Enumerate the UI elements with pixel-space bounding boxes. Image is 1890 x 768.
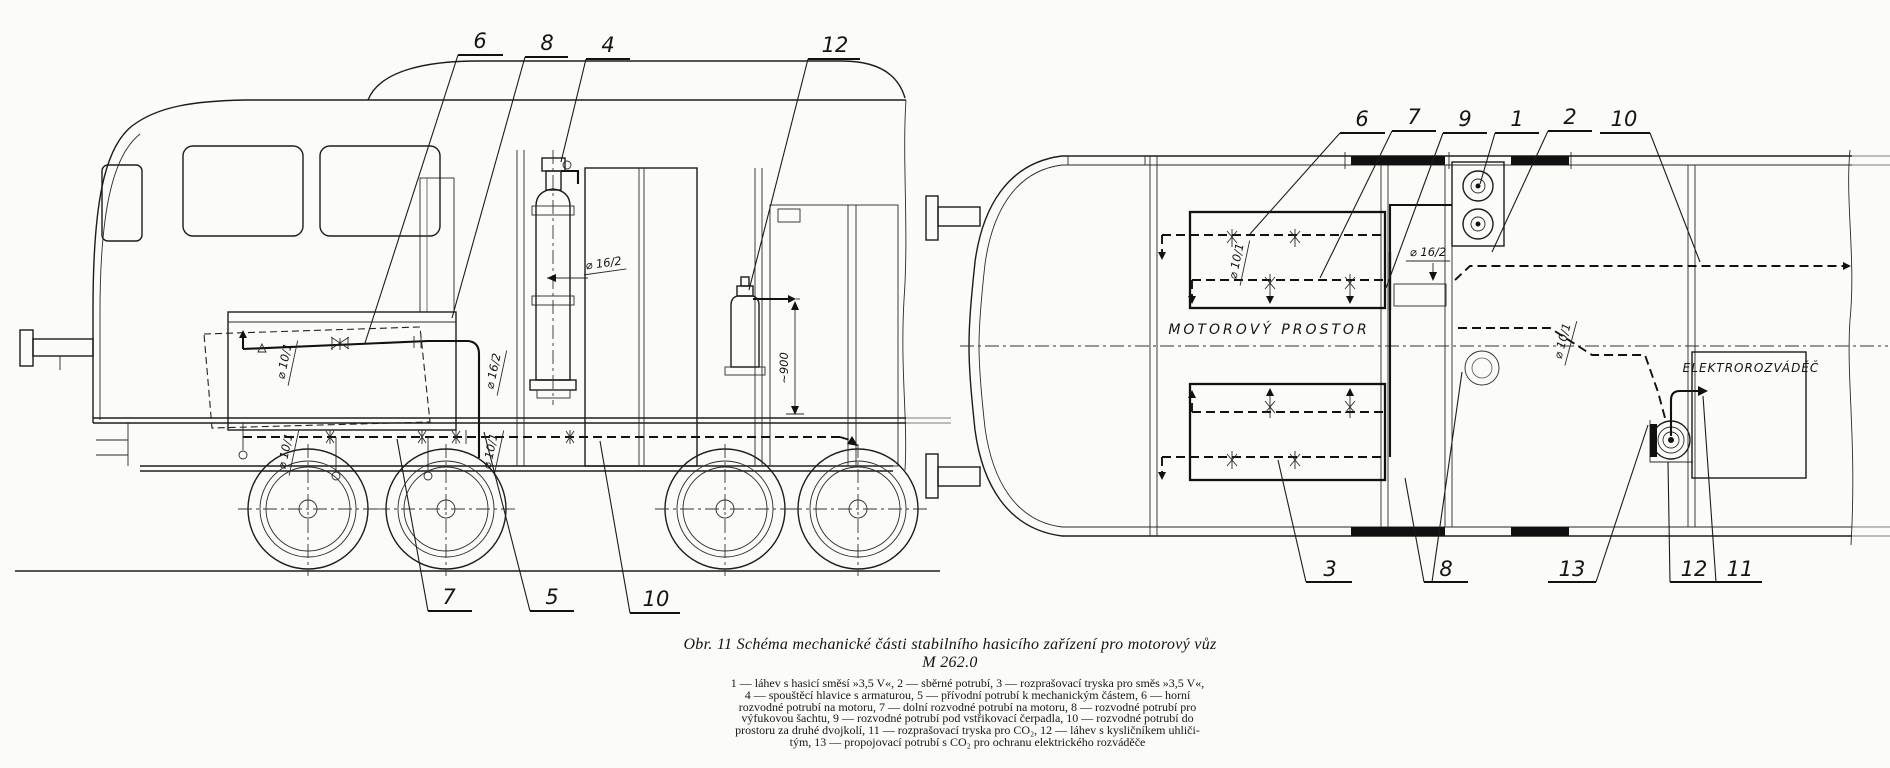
side-view-body-outline bbox=[15, 61, 951, 571]
exhaust-shaft bbox=[420, 178, 454, 312]
engine-block bbox=[204, 312, 456, 430]
svg-text:⌀ 10/1: ⌀ 10/1 bbox=[1550, 321, 1574, 361]
callout-4 bbox=[561, 33, 630, 162]
callout-13t bbox=[1548, 425, 1648, 582]
top-view-body-outline bbox=[960, 150, 1890, 545]
exhaust-shaft-opening bbox=[1465, 351, 1499, 385]
svg-text:⌀ 10/1: ⌀ 10/1 bbox=[273, 341, 295, 381]
top-view-diagram bbox=[926, 105, 1890, 582]
engine-room-label: MOTOROVÝ PROSTOR bbox=[1168, 322, 1370, 338]
svg-text:1: 1 bbox=[1510, 107, 1524, 131]
caption-line-2: M 262.0 bbox=[922, 654, 978, 671]
side-windows bbox=[102, 146, 440, 241]
wheel bbox=[238, 444, 378, 576]
electrical-cabinet bbox=[1683, 352, 1820, 478]
svg-text:10: 10 bbox=[1610, 107, 1638, 131]
legend-line: tým, 13 — propojovací potrubí s CO₂ pro ochranu elektrického rozváděče bbox=[789, 734, 1146, 749]
dimension-top-pipe bbox=[1224, 237, 1249, 285]
svg-text:3: 3 bbox=[1323, 557, 1337, 581]
dimension-feed-pipe-top bbox=[1406, 245, 1450, 281]
figure-caption bbox=[500, 636, 1400, 672]
top-view-buffers bbox=[926, 196, 980, 498]
svg-text:4: 4 bbox=[601, 33, 615, 57]
cabinet-door bbox=[585, 168, 697, 466]
legend-line: rozvodné potrubí na motoru, 7 — dolní rozvodné potrubí na motoru, 8 — rozvodné potrubí pro bbox=[738, 699, 1197, 714]
callout-7 bbox=[397, 439, 472, 611]
callout-6t bbox=[1250, 107, 1385, 234]
callouts-side-view bbox=[365, 29, 860, 613]
co2-system bbox=[1458, 328, 1708, 462]
engine-room-piping bbox=[1158, 205, 1499, 480]
svg-text:12: 12 bbox=[1680, 557, 1708, 581]
callout-11t bbox=[1703, 396, 1762, 582]
svg-text:8: 8 bbox=[1439, 557, 1453, 581]
torn-edge bbox=[1849, 150, 1853, 545]
svg-text:12: 12 bbox=[821, 33, 849, 57]
svg-text:13: 13 bbox=[1558, 557, 1586, 581]
svg-text:9: 9 bbox=[1458, 107, 1472, 131]
svg-text:7: 7 bbox=[1407, 105, 1421, 129]
callouts-top-view-lower bbox=[1278, 372, 1762, 582]
svg-text:⌀ 16/2: ⌀ 16/2 bbox=[1409, 245, 1447, 259]
legend-line: prostoru za druhé dvojkolí, 11 — rozprašovací tryska pro CO₂, 12 — láhev s kysličníkem uhliči- bbox=[735, 723, 1200, 738]
svg-text:⌀ 16/2: ⌀ 16/2 bbox=[584, 253, 623, 273]
caption-line-1: Obr. 11 Schéma mechanické části stabilního hasicího zařízení pro motorový vůz bbox=[683, 636, 1217, 653]
engine-block-top bbox=[1190, 212, 1385, 308]
wheels bbox=[238, 444, 928, 576]
svg-text:2: 2 bbox=[1563, 105, 1577, 129]
svg-text:11: 11 bbox=[1726, 557, 1754, 581]
callout-6 bbox=[365, 29, 503, 343]
dimension-co2-pipe bbox=[1549, 317, 1576, 366]
engine-block-bottom bbox=[1190, 384, 1385, 480]
callout-2t bbox=[1492, 105, 1592, 252]
figure-legend bbox=[515, 678, 1420, 749]
svg-text:7: 7 bbox=[442, 585, 456, 609]
dimension-feed-pipe bbox=[481, 347, 506, 395]
callout-8t bbox=[1405, 372, 1468, 582]
dimension-bottle bbox=[547, 253, 626, 282]
callout-3t bbox=[1278, 460, 1352, 582]
legend-line: 4 — spouštěcí hlavice s armaturou, 5 — přívodní potrubí k mechanickým částem, 6 — horní bbox=[744, 687, 1191, 702]
callout-8 bbox=[452, 31, 568, 318]
callout-10t bbox=[1600, 107, 1700, 262]
svg-text:5: 5 bbox=[545, 585, 559, 609]
rear-distribution-pipe bbox=[1455, 262, 1851, 280]
svg-text:⌀ 10/1: ⌀ 10/1 bbox=[274, 431, 296, 471]
legend-line: 1 — láhev s hasicí směsí »3,5 V«, 2 — sběrné potrubí, 3 — rozprašovací tryska pro směs »3,5 V«, bbox=[730, 676, 1205, 690]
bottle-neck bbox=[546, 171, 561, 190]
callouts-top-view-upper bbox=[1250, 105, 1700, 288]
callout-12 bbox=[749, 33, 860, 290]
svg-text:10: 10 bbox=[642, 587, 670, 611]
svg-text:⌀ 16/2: ⌀ 16/2 bbox=[482, 351, 504, 391]
svg-text:6: 6 bbox=[473, 29, 487, 53]
svg-text:⌀ 10/1: ⌀ 10/1 bbox=[479, 431, 501, 471]
svg-text:6: 6 bbox=[1355, 107, 1369, 131]
wheel bbox=[376, 444, 516, 576]
door-handle bbox=[778, 209, 800, 222]
dimension-door-height bbox=[777, 299, 804, 415]
bottle-battery bbox=[1452, 162, 1504, 246]
rear-door bbox=[770, 205, 898, 466]
cabinet-label: ELEKTROROZVÁDĚČ bbox=[1682, 361, 1820, 375]
engine-distribution-pipe bbox=[239, 330, 479, 458]
legend-line: výfukovou šachtu, 9 — rozvodné potrubí pod vstřikovací čerpadla, 10 — rozvodné potrubí do bbox=[741, 711, 1194, 726]
wheel bbox=[788, 444, 928, 576]
callout-1t bbox=[1480, 107, 1539, 184]
svg-text:⌀ 10/1: ⌀ 10/1 bbox=[1225, 241, 1247, 281]
dim-door-height: ~900 bbox=[777, 352, 791, 384]
wheel bbox=[655, 444, 795, 576]
svg-text:8: 8 bbox=[540, 31, 554, 55]
side-view-buffer bbox=[20, 330, 93, 370]
dimension-engine-pipe bbox=[272, 337, 297, 385]
side-view-diagram bbox=[15, 29, 951, 613]
